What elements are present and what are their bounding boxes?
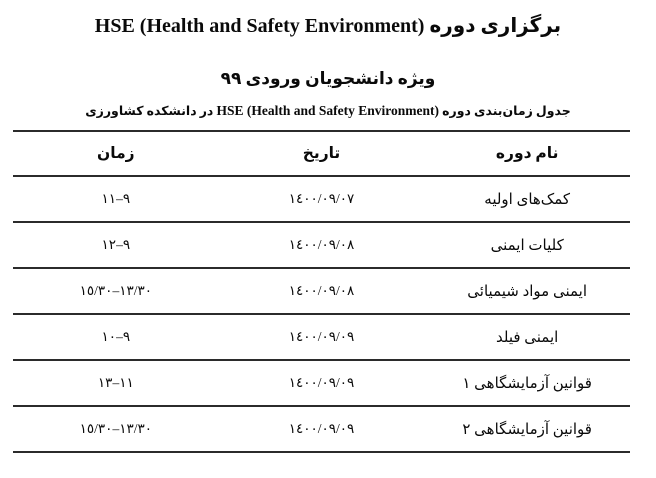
table-caption-latin: HSE (Health and Safety Environment)	[216, 103, 440, 118]
table-row	[13, 407, 630, 453]
course-date-cell: ١٤٠٠/٠٩/٠٩	[288, 421, 355, 436]
course-name-cell: قوانین آزمایشگاهی ١	[462, 375, 592, 392]
table-caption	[13, 102, 643, 120]
course-time-cell: ١٣/٣٠–١٥/٣٠	[79, 421, 152, 436]
course-time-cell: ١١–١٣	[97, 375, 134, 390]
course-date-cell: ١٤٠٠/٠٩/٠٧	[288, 191, 355, 206]
table-row	[13, 315, 630, 361]
page-title-persian: برگزاری دوره	[429, 15, 562, 37]
course-name-cell: ایمنی مواد شیمیائی	[467, 283, 588, 300]
table-row	[13, 177, 630, 223]
table-caption-prefix: جدول زمان‌بندی دوره	[442, 104, 571, 118]
course-date-cell: ١٤٠٠/٠٩/٠٩	[288, 329, 355, 344]
table-row	[13, 361, 630, 407]
column-header-time: زمان	[97, 145, 135, 162]
page-title-latin: HSE (Health and Safety Environment)	[94, 15, 425, 37]
course-time-cell: ٩–١٠	[101, 329, 131, 344]
table-header-row	[13, 132, 630, 177]
page-title	[13, 11, 643, 42]
course-date-cell: ١٤٠٠/٠٩/٠٨	[288, 237, 355, 252]
course-name-cell: کلیات ایمنی	[490, 237, 564, 254]
course-name-cell: کمک‌های اولیه	[484, 191, 571, 208]
course-name-cell: قوانین آزمایشگاهی ٢	[462, 421, 592, 438]
course-time-cell: ٩–١٢	[101, 237, 131, 252]
page-subtitle: ویژه دانشجویان ورودی ۹۹	[220, 69, 436, 88]
course-time-cell: ٩–١١	[101, 191, 131, 206]
course-time-cell: ١٣/٣٠–١٥/٣٠	[79, 283, 152, 298]
course-date-cell: ١٤٠٠/٠٩/٠٩	[288, 375, 355, 390]
table-caption-suffix: در دانشکده کشاورزی	[85, 104, 214, 118]
table-row	[13, 269, 630, 315]
column-header-course-name: نام دوره	[495, 145, 559, 162]
column-header-date: تاریخ	[302, 145, 341, 162]
schedule-table	[13, 130, 630, 453]
course-date-cell: ١٤٠٠/٠٩/٠٨	[288, 283, 355, 298]
course-name-cell: ایمنی فیلد	[495, 329, 559, 346]
table-row	[13, 223, 630, 269]
